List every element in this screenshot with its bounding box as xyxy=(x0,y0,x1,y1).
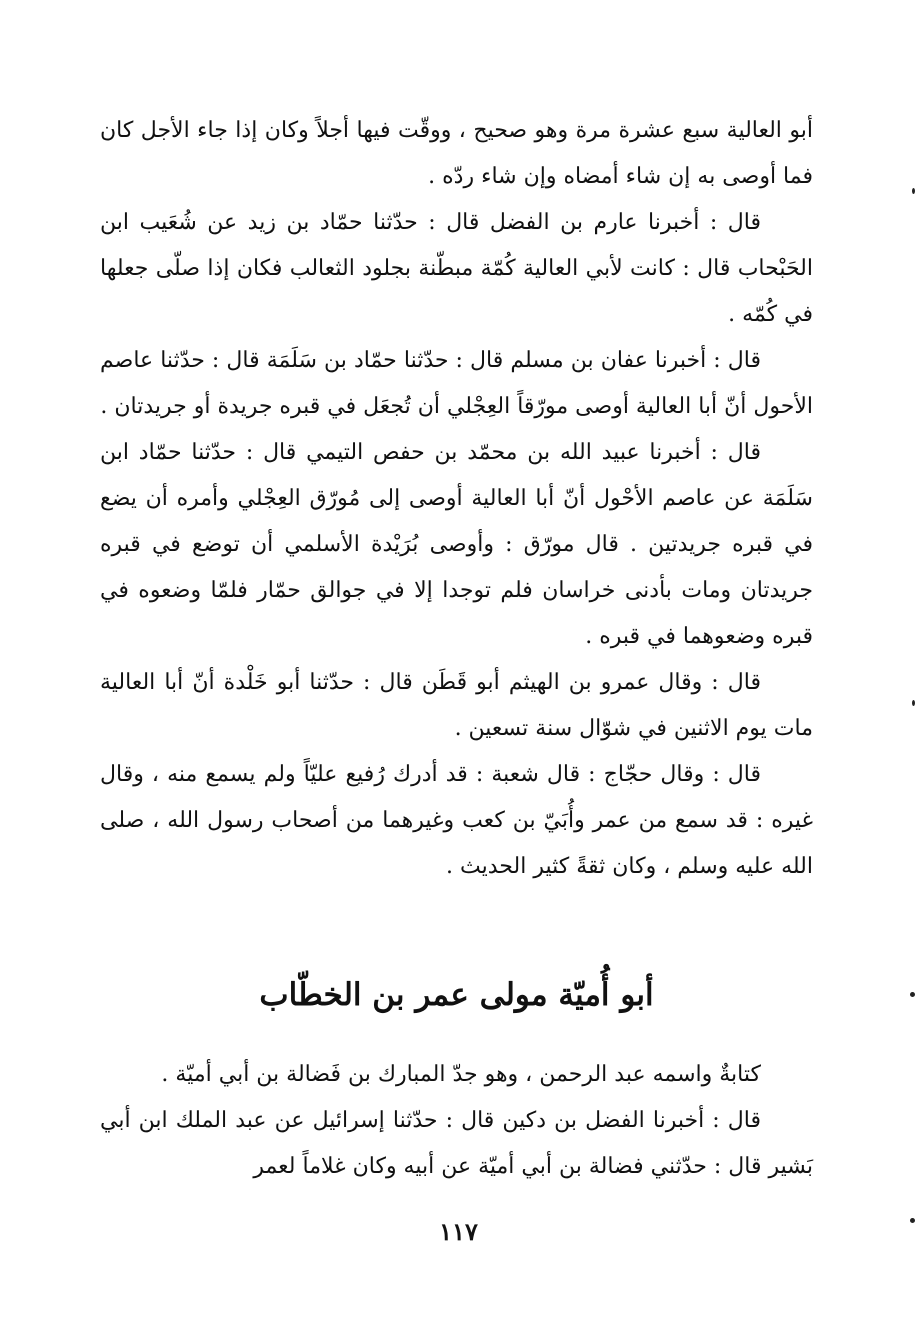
section-heading: أبو أُميّة مولى عمر بن الخطّاب xyxy=(259,977,654,1013)
paragraph-6: قال : وقال حجّاج : قال شعبة : قد أدرك رُفيع عليّاً ولم يسمع منه ، وقال غيره : قد سمع من عمر وأُبَيّ بن كعب وغيرهما من أصحاب رسول الله ، صلى الله عليه وسلم ، وكان ثقةً كثير الحديث . xyxy=(100,762,813,879)
paragraph-7: كتابةٌ واسمه عبد الرحمن ، وهو جدّ المبارك بن فَضالة بن أبي أميّة . xyxy=(161,1062,761,1087)
top-text-block xyxy=(100,108,813,890)
paragraph-2: قال : أخبرنا عارم بن الفضل قال : حدّثنا حمّاد بن زيد عن شُعَيب ابن الحَبْحاب قال : كانت لأبي العالية كُمّة مبطّنة بجلود الثعالب فكان إذا صلّى جعلها في كُمّه . xyxy=(100,210,813,327)
paragraph-8: قال : أخبرنا الفضل بن دكين قال : حدّثنا إسرائيل عن عبد الملك ابن أبي بَشير قال : حدّثني فضالة بن أبي أميّة عن أبيه وكان غلاماً لعمر xyxy=(100,1108,813,1179)
bottom-text-block xyxy=(100,1052,813,1190)
scan-speck xyxy=(910,1218,915,1223)
scan-speck xyxy=(912,700,915,706)
scan-speck xyxy=(912,188,915,194)
paragraph-4: قال : أخبرنا عبيد الله بن محمّد بن حفص التيمي قال : حدّثنا حمّاد ابن سَلَمَة عن عاصم الأحْول أنّ أبا العالية أوصى إلى مُورّق العِجْلي وأمره أن يضع في قبره جريدتين . قال مورّق : وأوصى بُرَيْدة الأسلمي أن توضع في قبره جريدتان ومات بأدنى خراسان فلم توجدا إلا في جوالق حمّار فلمّا وضعوه في قبره وضعوهما في قبره . xyxy=(100,440,813,649)
paragraph-3: قال : أخبرنا عفان بن مسلم قال : حدّثنا حمّاد بن سَلَمَة قال : حدّثنا عاصم الأحول أنّ أبا العالية أوصى مورّقاً العِجْلي أن تُجعَل في قبره جريدة أو جريدتان . xyxy=(100,348,813,419)
page-number: ١١٧ xyxy=(439,1217,478,1246)
paragraph-5: قال : وقال عمرو بن الهيثم أبو قَطَن قال : حدّثنا أبو خَلْدة أنّ أبا العالية مات يوم الاثنين في شوّال سنة تسعين . xyxy=(100,670,813,741)
scan-speck xyxy=(910,992,915,997)
paragraph-1: أبو العالية سبع عشرة مرة وهو صحيح ، ووقّت فيها أجلاً وكان إذا جاء الأجل كان فما أوصى به إن شاء أمضاه وإن شاء ردّه . xyxy=(100,118,813,189)
